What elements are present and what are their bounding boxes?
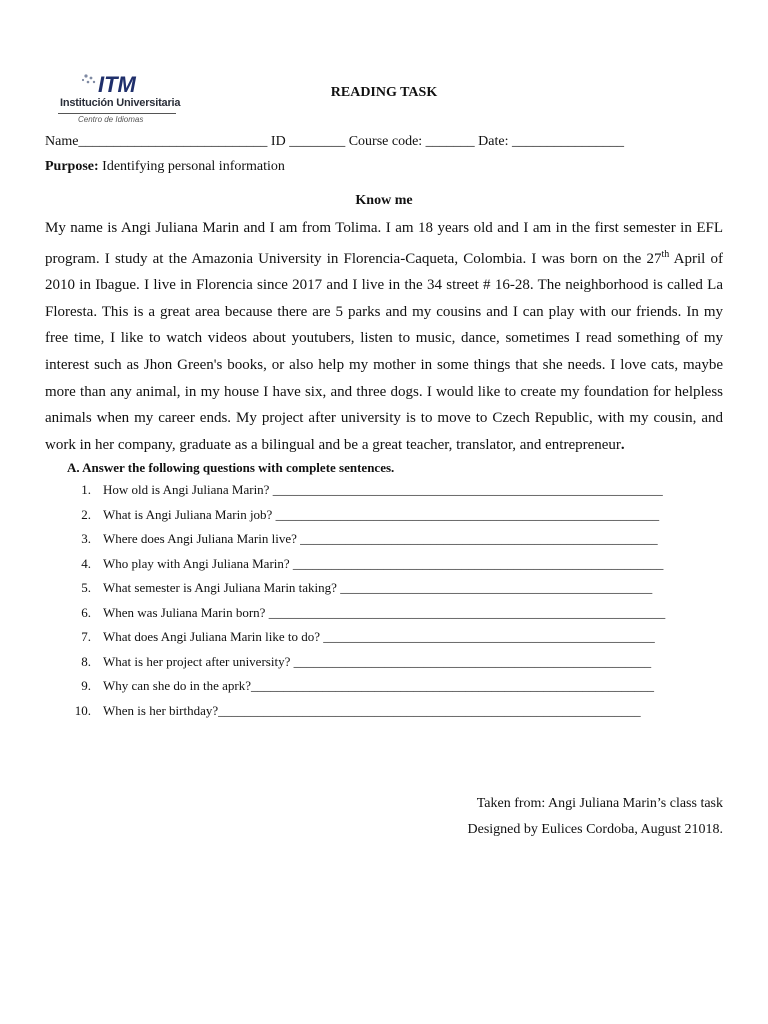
reading-end-period: . [620, 436, 625, 453]
designer-credit: Designed by Eulices Cordoba, August 21018. [467, 822, 723, 837]
question-item [67, 482, 665, 507]
reading-passage [45, 215, 723, 458]
question-text: Where does Angi Juliana Marin live? _______________________________________________________ [103, 531, 658, 546]
question-number: 8. [81, 653, 91, 669]
question-text: When was Juliana Marin born? _____________________________________________________________ [103, 604, 666, 620]
purpose-value: Identifying personal information [98, 159, 285, 174]
question-item [67, 531, 665, 556]
question-item [67, 678, 665, 703]
question-list [67, 482, 665, 727]
logo-divider [58, 113, 176, 114]
page-title: READING TASK [330, 85, 438, 100]
svg-text:ITM: ITM [98, 72, 136, 96]
question-item [67, 556, 665, 581]
logo-institution-name: Institución Universitaria [60, 97, 181, 109]
student-info-line: Name___________________________ ID ________ Course code: _______ Date: ________________ [45, 134, 624, 149]
question-item [67, 629, 665, 654]
question-item [67, 605, 665, 630]
reading-heading: Know me [355, 193, 413, 208]
question-number: 6. [81, 604, 91, 620]
question-number: 9. [81, 678, 91, 693]
question-text: When is her birthday?_________________________________________________________________ [103, 702, 641, 718]
purpose-line [45, 159, 285, 175]
question-number: 5. [81, 580, 91, 595]
question-number: 2. [81, 506, 91, 522]
question-number: 4. [81, 555, 91, 571]
question-item [67, 507, 665, 532]
section-a-instructions: A. Answer the following questions with complete sentences. [67, 460, 395, 475]
question-text: Who play with Angi Juliana Marin? _________________________________________________________ [103, 555, 664, 571]
question-number: 3. [81, 531, 91, 546]
question-text: What does Angi Juliana Marin like to do? ___________________________________________________ [103, 629, 655, 644]
itm-logo [58, 72, 188, 130]
purpose-label: Purpose: [45, 159, 99, 174]
source-credit: Taken from: Angi Juliana Marin’s class task [476, 796, 723, 811]
reading-text-part-1: My name is Angi Juliana Marin and I am from Tolima. I am 18 years old and I am in the first semester in EFL program. I study at the Amazonia University in Florencia-Caqueta, Colombia. I was born on the 27 [45, 220, 723, 267]
question-text: What semester is Angi Juliana Marin taking? ________________________________________________ [103, 580, 653, 595]
question-text: How old is Angi Juliana Marin? ____________________________________________________________ [103, 482, 663, 497]
reading-text-part-2: April of 2010 in Ibague. I live in Florencia since 2017 and I live in the 34 street # 16-28. The neighborhood is called La Floresta. This is a great area because there are 5 parks and my cousins and I can play with our friends. In my free time, I like to watch videos about youtubers, listen to music, dance, sometimes I read something of my interest such as Jhon Green's books, or also help my mother in some things that she needs. I love cats, maybe more than any animal, in my house I have six, and three dogs. I would like to create my foundation for helpless animals when my career ends. My project after university is to move to Czech Republic, with my cousin, and work in her company, graduate as a bilingual and be a great teacher, translator, and entrepreneur [45, 250, 723, 453]
question-text: What is Angi Juliana Marin job? ___________________________________________________________ [103, 506, 660, 522]
question-number: 10. [74, 702, 91, 718]
ordinal-suffix: th [661, 248, 670, 260]
question-number: 7. [81, 629, 91, 644]
question-text: What is her project after university? _______________________________________________________ [103, 653, 652, 669]
question-text: Why can she do in the aprk?______________________________________________________________ [103, 678, 655, 693]
question-item [67, 703, 665, 728]
question-item [67, 580, 665, 605]
logo-subtitle: Centro de Idiomas [78, 115, 144, 124]
question-item [67, 654, 665, 679]
question-number: 1. [81, 482, 91, 497]
